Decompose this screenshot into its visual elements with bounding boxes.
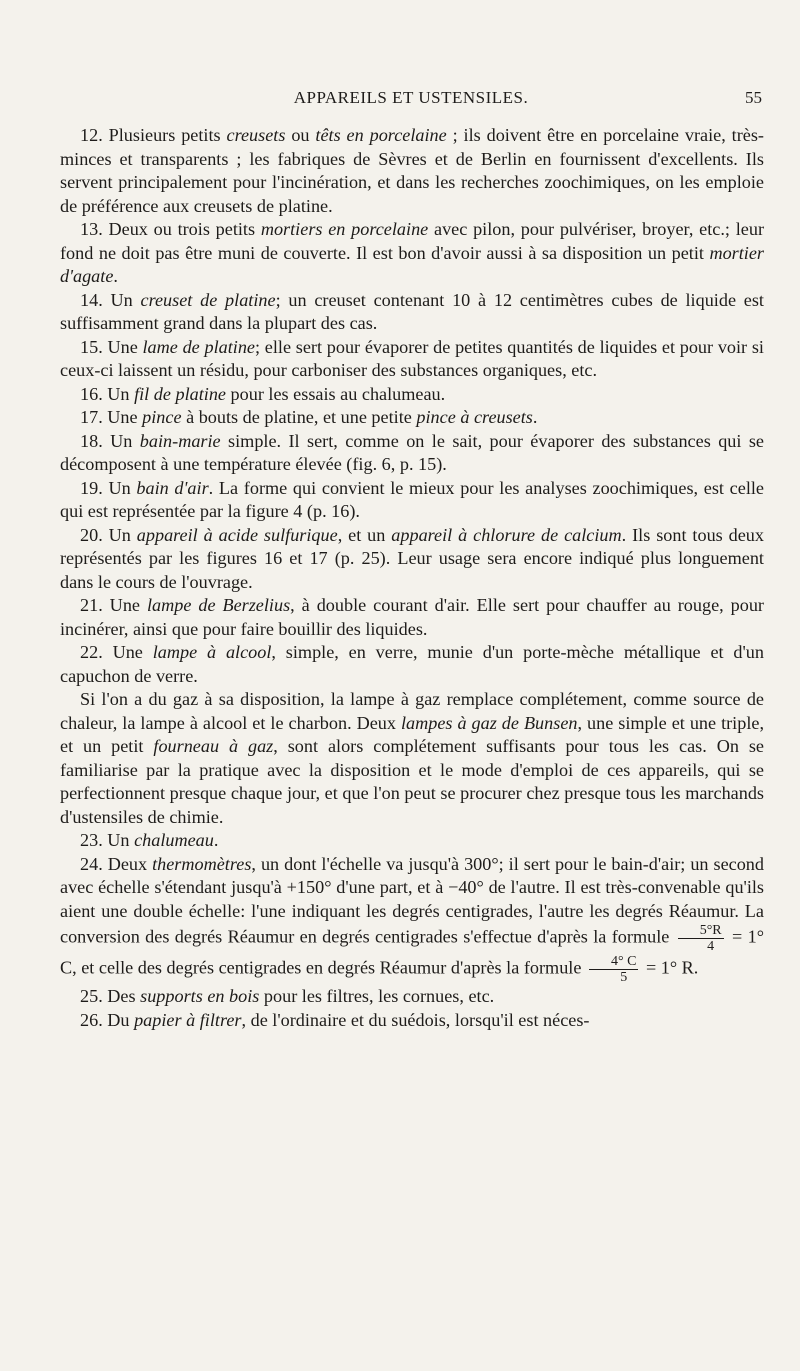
italic-term: lampe de Berzelius [146, 595, 291, 615]
item-19 [60, 477, 764, 524]
text: , sont alors complétement suffisants pour tous les cas. On se familiarise par la pratique avec la disposition et le mode d'emploi de ces appareils, qui se perfectionnent presque chaque jour, et que l'on peut se procurer chez presque tous les marchands d'ustensiles de chimie. [60, 736, 765, 827]
item-16 [60, 383, 764, 407]
text: avec pilon, pour pulvériser, broyer, etc.; leur fond ne doit pas être muni de couverte. Il est bon d'avoir aussi à sa disposition un petit [60, 219, 764, 263]
item-25 [60, 985, 764, 1009]
text: , une simple et une triple, et un petit [60, 712, 765, 756]
text: 25. Des [80, 986, 141, 1006]
fraction-denominator: 5 [620, 970, 628, 985]
item-23 [60, 829, 764, 853]
text: . Ils sont tous deux représentés par les figures 16 et 17 (p. 25). Leur usage sera encore indiqué plus longuement dans le cours de l'ouvrage. [60, 524, 764, 592]
item-21 [60, 594, 764, 641]
text: . [532, 407, 538, 427]
italic-term: fourneau à gaz [153, 736, 274, 756]
text: 12. Plusieurs petits [80, 125, 227, 145]
text: , et un [337, 524, 392, 545]
text: . [213, 830, 219, 850]
italic-term: supports en bois [140, 986, 260, 1006]
item-15 [60, 336, 764, 383]
italic-term: bain-marie [139, 430, 221, 451]
text: 16. Un [80, 383, 135, 404]
page-body [60, 124, 764, 1032]
italic-term: têts en porcelaine [315, 125, 447, 145]
text: 19. Un [80, 477, 137, 498]
text: 21. Une [80, 595, 147, 615]
text: , simple, en verre, munie d'un porte-mèche métallique et d'un capuchon de verre. [60, 642, 764, 686]
text: 18. Un [80, 430, 140, 451]
running-title: APPAREILS ET USTENSILES. [293, 88, 529, 107]
text: ou [285, 125, 316, 145]
italic-term: lampes à gaz de Bunsen [400, 712, 578, 733]
text: 24. Deux [80, 853, 153, 874]
italic-term: lampe à alcool [152, 642, 272, 662]
text: 13. Deux ou trois petits [80, 219, 261, 239]
italic-term: pince à creusets [416, 407, 533, 427]
italic-term: chalumeau [134, 830, 214, 850]
fraction-denominator: 4 [707, 939, 715, 954]
item-13 [60, 218, 764, 289]
italic-term: fil de platine [134, 383, 226, 404]
italic-term: bain d'air [136, 477, 209, 498]
item-18 [60, 430, 764, 477]
page-number: 55 [745, 88, 762, 107]
item-14 [60, 289, 764, 336]
text: pour les essais au chalumeau. [226, 383, 446, 404]
text: 26. Du [80, 1009, 135, 1030]
text: ; ils doivent être en porcelaine vraie, très-minces et transparents ; les fabriques de Sèvres et de Berlin en fournissent d'excellents. Ils servent principalement pour l'incinération, et dans les recherches zoochimiques, on les emploie de préférence aux creusets de platine. [60, 125, 764, 216]
item-26 [60, 1009, 764, 1033]
italic-term: lame de platine [142, 336, 255, 357]
italic-term: mortiers en porcelaine [260, 219, 429, 239]
fraction-numerator: 4° C [589, 954, 638, 970]
text: pour les filtres, les cornues, etc. [259, 986, 495, 1006]
text: , de l'ordinaire et du suédois, lorsqu'il est néces- [241, 1009, 590, 1030]
text: 23. Un [80, 830, 135, 850]
item-22 [60, 641, 764, 688]
text: 17. Une [80, 407, 143, 427]
text: = 1° C, et celle des degrés centigrades en degrés Réaumur d'après la formule [60, 926, 765, 978]
italic-term: creuset de platine [140, 289, 276, 310]
fraction-numerator: 5°R [678, 923, 724, 939]
italic-term: appareil à acide sulfurique [136, 524, 338, 545]
text: . [113, 266, 118, 286]
text: 22. Une [80, 642, 153, 662]
item-12 [60, 124, 764, 218]
text: , un dont l'échelle va jusqu'à 300°; il sert pour le bain-d'air; un second avec échelle s'étendant jusqu'à +150° d'une part, et à −40° de l'autre. Il est très-convenable qu'ils aient une double échelle: l'une indiquant les degrés centigrades, l'autre les degrés Réaumur. La conversion des degrés Réaumur en degrés centigrades s'effectue d'après la formule [60, 853, 764, 947]
formula-fraction-reaumur [678, 923, 724, 954]
item-24 [60, 853, 764, 986]
item-20 [60, 524, 764, 595]
text: Si l'on a du gaz à sa disposition, la lampe à gaz remplace complétement, comme source de chaleur, la lampe à alcool et le charbon. Deux [60, 689, 764, 733]
formula-fraction-centigrade [589, 954, 638, 985]
italic-term: mortier d'agate [60, 242, 764, 286]
text: 14. Un [80, 289, 141, 310]
italic-term: papier à filtrer [134, 1009, 242, 1030]
text: , à double courant d'air. Elle sert pour chauffer au rouge, pour incinérer, ainsi que pour faire bouillir des liquides. [60, 595, 764, 639]
italic-term: thermomètres [152, 853, 252, 874]
text: ; un creuset contenant 10 à 12 centimètres cubes de liquide est suffisamment grand dans la plupart des cas. [60, 289, 764, 333]
text: 15. Une [80, 336, 143, 357]
running-header [60, 88, 762, 114]
text: = 1° R. [641, 957, 699, 978]
italic-term: creusets [226, 125, 286, 145]
italic-term: appareil à chlorure de calcium [391, 524, 622, 545]
text: simple. Il sert, comme on le sait, pour évaporer des substances qui se décomposent à une température élevée (fig. 6, p. 15). [60, 430, 764, 474]
text: . La forme qui convient le mieux pour les analyses zoochimiques, est celle qui est représentée par la figure 4 (p. 16). [60, 477, 765, 521]
text: 20. Un [80, 524, 137, 545]
italic-term: pince [142, 407, 182, 427]
text: ; elle sert pour évaporer de petites quantités de liquides et pour voir si ceux-ci laissent un résidu, pour carboniser des substances organiques, etc. [60, 336, 764, 380]
paragraph-gas [60, 688, 764, 829]
text: à bouts de platine, et une petite [181, 407, 417, 427]
item-17 [60, 406, 764, 430]
